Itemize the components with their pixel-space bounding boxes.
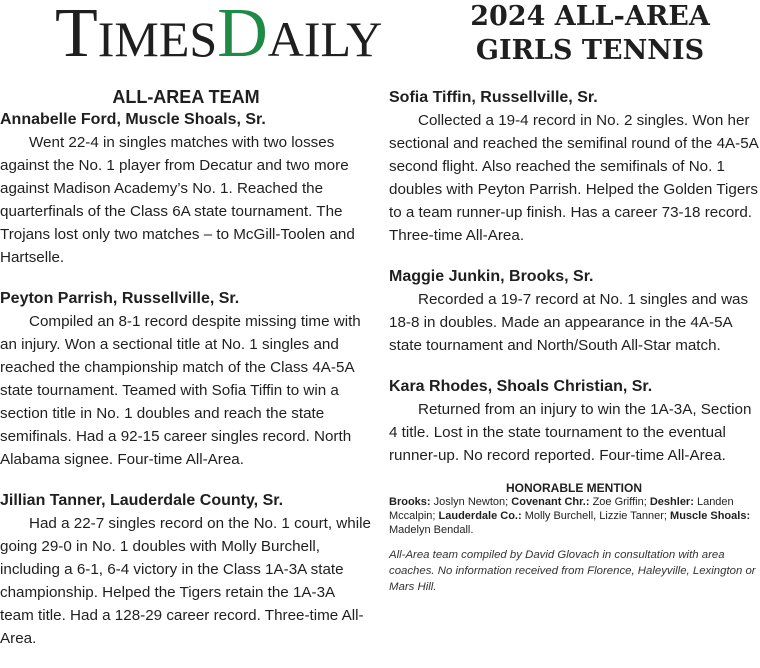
player-entry xyxy=(389,265,759,357)
hm-names: Landen Mccalpin; xyxy=(389,496,734,522)
player-entry xyxy=(389,86,759,247)
page-headline xyxy=(440,0,740,68)
player-bio: Recorded a 19-7 record at No. 1 singles and was 18-8 in doubles. Made an appearance in the 4A-5A state tournament and North/South All-Star match. xyxy=(389,291,749,354)
hm-names: Zoe Griffin; xyxy=(592,496,647,508)
player-bio: Collected a 19-4 record in No. 2 singles. Won her sectional and reached the semifinal round of the 4A-5A second flight. Also reached the semifinals of No. 1 doubles with Peyton Parrish. Helped the Golden Tigers to a team runner-up finish. Has a career 73-18 record. Three-time All-Area. xyxy=(389,112,758,244)
player-bio: Returned from an injury to win the 1A-3A, Section 4 title. Lost in the state tournament to the eventual runner-up. No record reported. Four-time All-Area. xyxy=(389,401,752,464)
player-name: Sofia Tiffin, Russellville, Sr. xyxy=(389,89,598,106)
honorable-mention-title: HONORABLE MENTION xyxy=(506,481,642,495)
headline-line-2: GIRLS TENNIS xyxy=(475,35,705,66)
hm-names: Joslyn Newton; xyxy=(433,496,509,508)
player-entry xyxy=(0,489,372,650)
hm-school: Brooks: xyxy=(389,496,431,508)
hm-school: Covenant Chr.: xyxy=(511,496,590,508)
hm-school: Muscle Shoals: xyxy=(670,510,751,522)
hm-names: Madelyn Bendall. xyxy=(389,524,474,536)
honorable-mention-list xyxy=(389,495,759,537)
player-entry xyxy=(389,375,759,467)
player-bio: Went 22-4 in singles matches with two losses against the No. 1 player from Decatur and two more against Madison Academy’s No. 1. Reached the quarterfinals of the Class 6A state tournament. The Trojans lost only two matches – to McGill-Toolen and Hartselle. xyxy=(0,134,355,266)
player-name: Kara Rhodes, Shoals Christian, Sr. xyxy=(389,378,653,395)
player-bio: Had a 22-7 singles record on the No. 1 court, while going 29-0 in No. 1 doubles with Molly Burchell, including a 6-1, 6-4 victory in the Class 1A-3A state championship. Helped the Tigers retain the 1A-3A team title. Had a 128-29 career record. Three-time All-Area. xyxy=(0,515,371,647)
headline-line-1: 2024 ALL-AREA xyxy=(470,1,710,32)
player-name: Annabelle Ford, Muscle Shoals, Sr. xyxy=(0,111,266,128)
player-entry xyxy=(0,108,372,269)
left-column xyxy=(0,86,372,668)
hm-names: Molly Burchell, Lizzie Tanner; xyxy=(524,510,667,522)
player-name: Peyton Parrish, Russellville, Sr. xyxy=(0,290,240,307)
hm-school: Lauderdale Co.: xyxy=(438,510,522,522)
player-entry xyxy=(0,287,372,471)
team-section-title: ALL-AREA TEAM xyxy=(112,87,260,107)
honorable-mention xyxy=(389,481,759,537)
player-name: Jillian Tanner, Lauderdale County, Sr. xyxy=(0,492,284,509)
right-column xyxy=(389,86,759,606)
player-bio: Compiled an 8-1 record despite missing time with an injury. Won a sectional title at No. 1 singles and reached the championship match of the Class 4A-5A state tournament. Teamed with Sofia Tiffin to win a section title in No. 1 doubles and reach the state semifinals. Had a 92-15 career singles record. North Alabama signee. Four-time All-Area. xyxy=(0,313,361,468)
hm-school: Deshler: xyxy=(649,496,694,508)
credit-note: All-Area team compiled by David Glovach in consultation with area coaches. No information received from Florence, Haleyville, Lexington or Mars Hill. xyxy=(389,549,756,593)
player-name: Maggie Junkin, Brooks, Sr. xyxy=(389,268,594,285)
masthead-logo: TIMESDAILY xyxy=(55,0,383,72)
